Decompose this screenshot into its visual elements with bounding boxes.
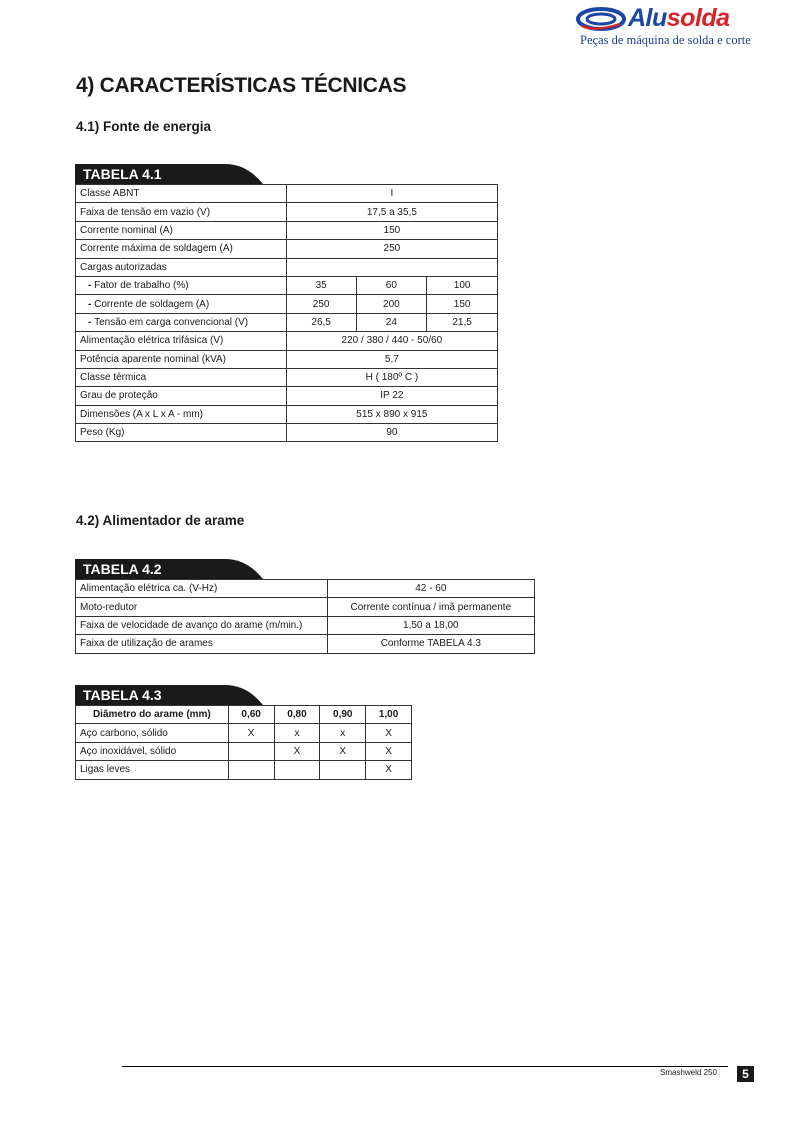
cell-value: X — [320, 742, 366, 760]
cell-label: - Tensão em carga convencional (V) — [76, 313, 287, 331]
page-number: 5 — [737, 1066, 754, 1082]
cell-label: Grau de proteção — [76, 387, 287, 405]
cell-value — [320, 761, 366, 779]
table-label-4-3: TABELA 4.3 — [75, 685, 265, 705]
table-row — [76, 387, 498, 405]
table-row — [76, 258, 498, 276]
cell-value: X — [366, 724, 412, 742]
section-heading-alimentador: 4.2) Alimentador de arame — [76, 513, 245, 528]
cell-value: 24 — [356, 313, 427, 331]
cell-label: Corrente nominal (A) — [76, 221, 287, 239]
table-row — [76, 598, 535, 616]
table-row — [76, 616, 535, 634]
cell-label: Potência aparente nominal (kVA) — [76, 350, 287, 368]
cell-value: x — [274, 724, 320, 742]
table-row — [76, 350, 498, 368]
swirl-icon — [576, 6, 626, 32]
table-row — [76, 405, 498, 423]
cell-value: X — [366, 761, 412, 779]
cell-label: Ligas leves — [76, 761, 229, 779]
cell-value: 250 — [286, 240, 497, 258]
cell-value: 220 / 380 / 440 - 50/60 — [286, 332, 497, 350]
section-heading-fonte: 4.1) Fonte de energia — [76, 119, 212, 134]
cell-value: 150 — [427, 295, 498, 313]
brand-name: Alusolda — [628, 4, 730, 32]
page-title: 4) CARACTERÍSTICAS TÉCNICAS — [76, 74, 407, 97]
cell-value: 200 — [356, 295, 427, 313]
table-row — [76, 276, 498, 294]
cell-label: Aço inoxidável, sólido — [76, 742, 229, 760]
table-label-4-2: TABELA 4.2 — [75, 559, 265, 579]
brand-tagline: Peças de máquina de solda e corte — [580, 33, 751, 47]
table-row — [76, 295, 498, 313]
table-row — [76, 424, 498, 442]
cell-value: 90 — [286, 424, 497, 442]
table-row — [76, 185, 498, 203]
cell-value: X — [366, 742, 412, 760]
table-label-4-1: TABELA 4.1 — [75, 164, 265, 184]
cell-label: Alimentação elétrica ca. (V-Hz) — [76, 580, 328, 598]
table-row — [76, 635, 535, 653]
cell-value: X — [274, 742, 320, 760]
cell-value: 17,5 a 35,5 — [286, 203, 497, 221]
cell-value: 60 — [356, 276, 427, 294]
table-row — [76, 221, 498, 239]
column-header: Diâmetro do arame (mm) — [76, 706, 229, 724]
cell-value: 100 — [427, 276, 498, 294]
cell-value: 42 - 60 — [327, 580, 534, 598]
cell-label: Faixa de utilização de arames — [76, 635, 328, 653]
column-header: 0,90 — [320, 706, 366, 724]
table-row — [76, 580, 535, 598]
cell-value: x — [320, 724, 366, 742]
cell-label: - Corrente de soldagem (A) — [76, 295, 287, 313]
cell-label: Classe ABNT — [76, 185, 287, 203]
column-header: 1,00 — [366, 706, 412, 724]
cell-label: Corrente máxima de soldagem (A) — [76, 240, 287, 258]
table-row — [76, 203, 498, 221]
cell-label: Peso (Kg) — [76, 424, 287, 442]
cell-value: Conforme TABELA 4.3 — [327, 635, 534, 653]
table-row — [76, 240, 498, 258]
table-header-row — [76, 706, 412, 724]
table-4-3 — [75, 705, 412, 780]
cell-label: Aço carbono, sólido — [76, 724, 229, 742]
table-4-1 — [75, 184, 498, 442]
cell-value: I — [286, 185, 497, 203]
footer-divider — [122, 1066, 728, 1067]
cell-label: Cargas autorizadas — [76, 258, 287, 276]
cell-label: Dimensões (A x L x A - mm) — [76, 405, 287, 423]
cell-value: 250 — [286, 295, 356, 313]
cell-label: - Fator de trabalho (%) — [76, 276, 287, 294]
table-row — [76, 313, 498, 331]
cell-value: IP 22 — [286, 387, 497, 405]
cell-value: 21,5 — [427, 313, 498, 331]
table-row — [76, 761, 412, 779]
cell-label: Faixa de tensão em vazio (V) — [76, 203, 287, 221]
cell-value: 26,5 — [286, 313, 356, 331]
table-row — [76, 332, 498, 350]
footer-product: Smashweld 250 — [660, 1068, 717, 1077]
brand-logo — [574, 4, 751, 48]
cell-value — [228, 761, 274, 779]
cell-value: 515 x 890 x 915 — [286, 405, 497, 423]
cell-value: 5,7 — [286, 350, 497, 368]
cell-value: 35 — [286, 276, 356, 294]
cell-label: Alimentação elétrica trifásica (V) — [76, 332, 287, 350]
cell-value: 1,50 a 18,00 — [327, 616, 534, 634]
cell-value: X — [228, 724, 274, 742]
table-row — [76, 724, 412, 742]
table-row — [76, 742, 412, 760]
cell-label: Faixa de velocidade de avanço do arame (m/min.) — [76, 616, 328, 634]
cell-value — [286, 258, 497, 276]
cell-value — [228, 742, 274, 760]
column-header: 0,60 — [228, 706, 274, 724]
cell-value: H ( 180º C ) — [286, 368, 497, 386]
cell-value: Corrente contínua / imã permanente — [327, 598, 534, 616]
cell-value: 150 — [286, 221, 497, 239]
cell-label: Moto-redutor — [76, 598, 328, 616]
cell-value — [274, 761, 320, 779]
cell-label: Classe térmica — [76, 368, 287, 386]
table-4-2 — [75, 579, 535, 654]
column-header: 0,80 — [274, 706, 320, 724]
table-row — [76, 368, 498, 386]
